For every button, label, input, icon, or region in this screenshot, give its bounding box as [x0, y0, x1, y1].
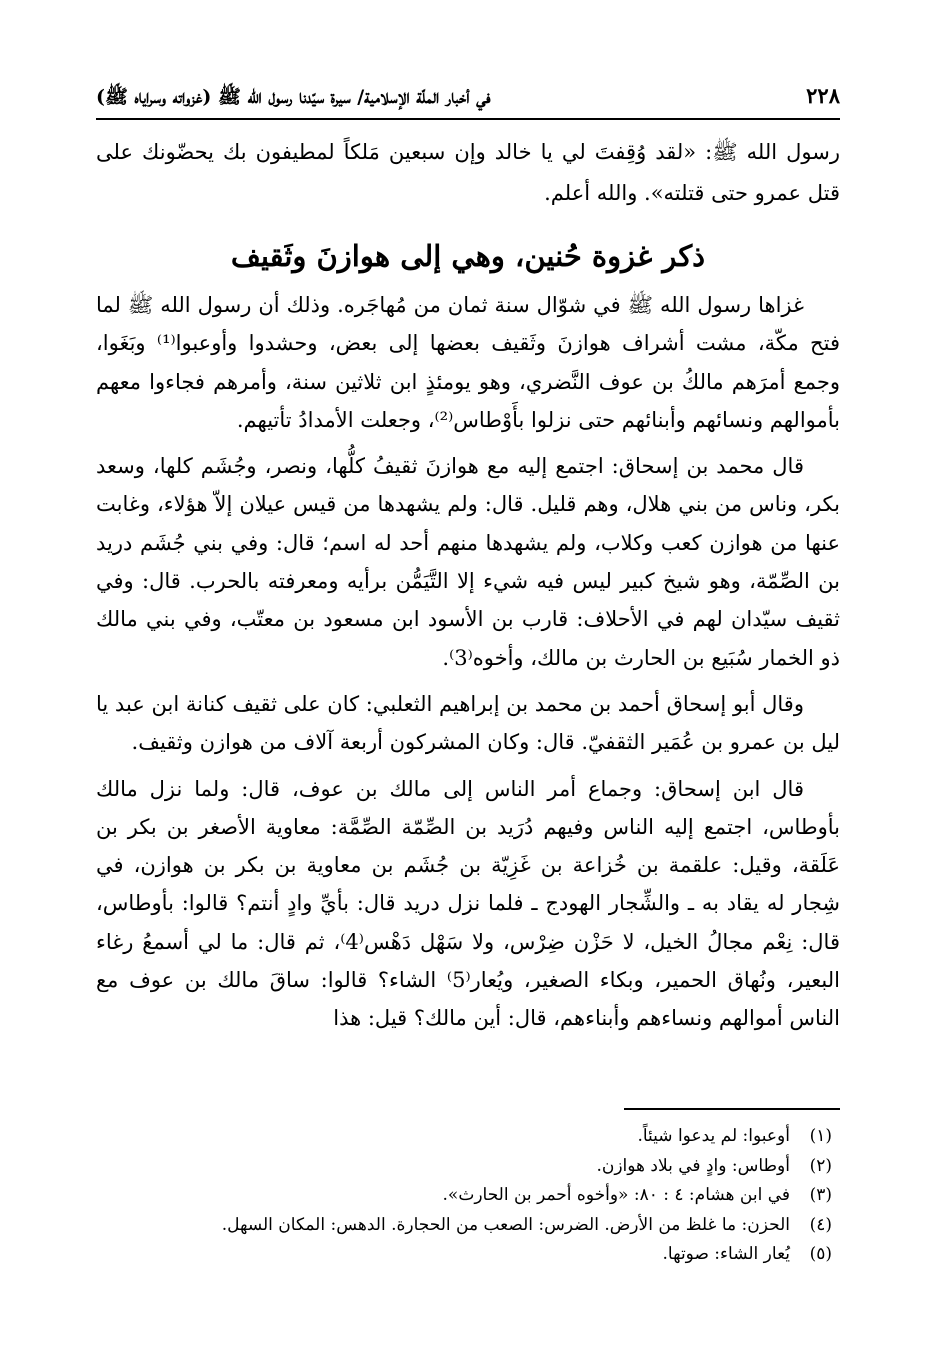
footnote-text: أوطاس: وادٍ في بلاد هوازن. — [596, 1155, 790, 1176]
footnote-item — [96, 1240, 832, 1270]
paragraph-2: قال محمد بن إسحاق: اجتمع إليه مع هوازنَ ثقيفُ كلُّها، ونصر، وجُشَم كلها، وسعد بكر، وناس من بني هلال، وهم قليل. قال: ولم يشهدها من قيس عيلان إلاّ هؤلاء، وغابت عنها من هوازن كعب وكلاب، ولم يشهدها منهم أحد له اسم؛ قال: وفي بني جُشَم دريد بن الصِّمّة، وهو شيخ كبير ليس فيه شيء إلا التَّيَمُّن برأيه ومعرفته بالحرب. قال: وفي ثقيف سيّدان لهم في الأحلاف: قارب بن الأسود ابن مسعود بن معتّب، وفي بني مالك ذو الخمار سُبَيع بن الحارث بن مالك، وأخوه⁽3⁾. — [96, 454, 840, 670]
footnote-text: الحزن: ما غلظ من الأرض. الضرس: الصعب من الحجارة. الدهس: المكان السهل. — [221, 1214, 790, 1235]
page-header — [96, 78, 840, 114]
footnote-number: (٤) — [809, 1214, 832, 1235]
footnote-number: (١) — [809, 1126, 832, 1146]
book-page — [96, 78, 840, 1348]
paragraph-1: غزاها رسول الله ﷺ في شوّال سنة ثمان من مُهاجَره. وذلك أن رسول الله ﷺ لما فتح مكّة، مشت أشراف هوازنَ وثَقيف بعضها إلى بعض، وحشدوا وأوعبوا⁽¹⁾ وبَغَوا، وجمع أمرَهم مالكُ بن عوف النَّضري، وهو يومئذٍ ابن ثلاثين سنة، وأمرهم فجاءوا معهم بأموالهم ونسائهم وأبنائهم حتى نزلوا بأَوْطاس⁽²⁾، وجعلت الأمدادُ تأتيهم. — [96, 293, 840, 432]
footnote-item — [96, 1211, 832, 1241]
footnote-text: أوعبوا: لم يدعوا شيئاً. — [637, 1126, 790, 1146]
footnote-text: يُعار الشاء: صوتها. — [662, 1244, 790, 1264]
section-title: ذكر غزوة حُنين، وهي إلى هوازنَ وثَقيف — [230, 239, 706, 273]
page-number: ٢٢٨ — [806, 83, 840, 108]
footnote-rule — [624, 1108, 840, 1110]
footnote-number: (٥) — [809, 1244, 832, 1264]
paragraph-3: وقال أبو إسحاق أحمد بن محمد بن إبراهيم الثعلبي: كان على ثقيف كنانة ابن عبد يا ليل بن عمرو بن عُمَير الثقفيّ. قال: وكان المشركون أربعة آلاف من هوازن وثقيف. — [96, 691, 840, 755]
footnote-number: (٢) — [809, 1155, 832, 1176]
footnote-item — [96, 1152, 832, 1182]
footnote-text: في ابن هشام: ٤ : ٨٠: «وأخوه أحمر بن الحارث». — [442, 1185, 790, 1205]
running-title: في أخبار الملّة الإسلامية/ سيرة سيّدنا رسول الله ﷺ (غزواته وسراياه ﷺ) — [96, 86, 491, 108]
header-rule — [96, 118, 840, 120]
footnote-number: (٣) — [809, 1185, 832, 1205]
footnotes — [96, 1122, 832, 1270]
paragraph-4: قال ابن إسحاق: وجماع أمر الناس إلى مالك بن عوف، قال: ولما نزل مالك بأوطاس، اجتمع إليه الناس وفيهم دُرَيد بن الصِّمّة الصِّمَّة: معاوية الأصغر بن بكر بن عَلَقة، وقيل: علقمة بن خُزاعة بن غَزِيّة بن جُشَم بن معاوية بن بكر بن هوازن، في شِجار له يقاد به ـ والشِّجار الهودج ـ فلما نزل دريد قال: بأيِّ وادٍ أنتم؟ قالوا: بأوطاس، قال: نِعْم مجالُ الخيل، لا حَزْن ضِرْس، ولا سَهْل دَهْس⁽4⁾، ثم قال: ما لي أسمعُ رغاء البعير، ونُهاق الحمير، وبكاء الصغير، ويُعار⁽5⁾ الشاء؟ قالوا: ساقَ مالك بن عوف مع الناس أموالهم ونساءهم وأبناءهم، قال: أين مالك؟ قيل: هذا — [96, 776, 840, 1031]
footnote-item — [96, 1181, 832, 1211]
footnote-item — [96, 1122, 832, 1152]
intro-text: رسول الله ﷺ: «لقد وُقِفتَ لي يا خالد وإن سبعين مَلكاً لمطيفون بك يحضّونك على قتل عمرو حتى قتلته». والله أعلم. — [96, 140, 840, 205]
